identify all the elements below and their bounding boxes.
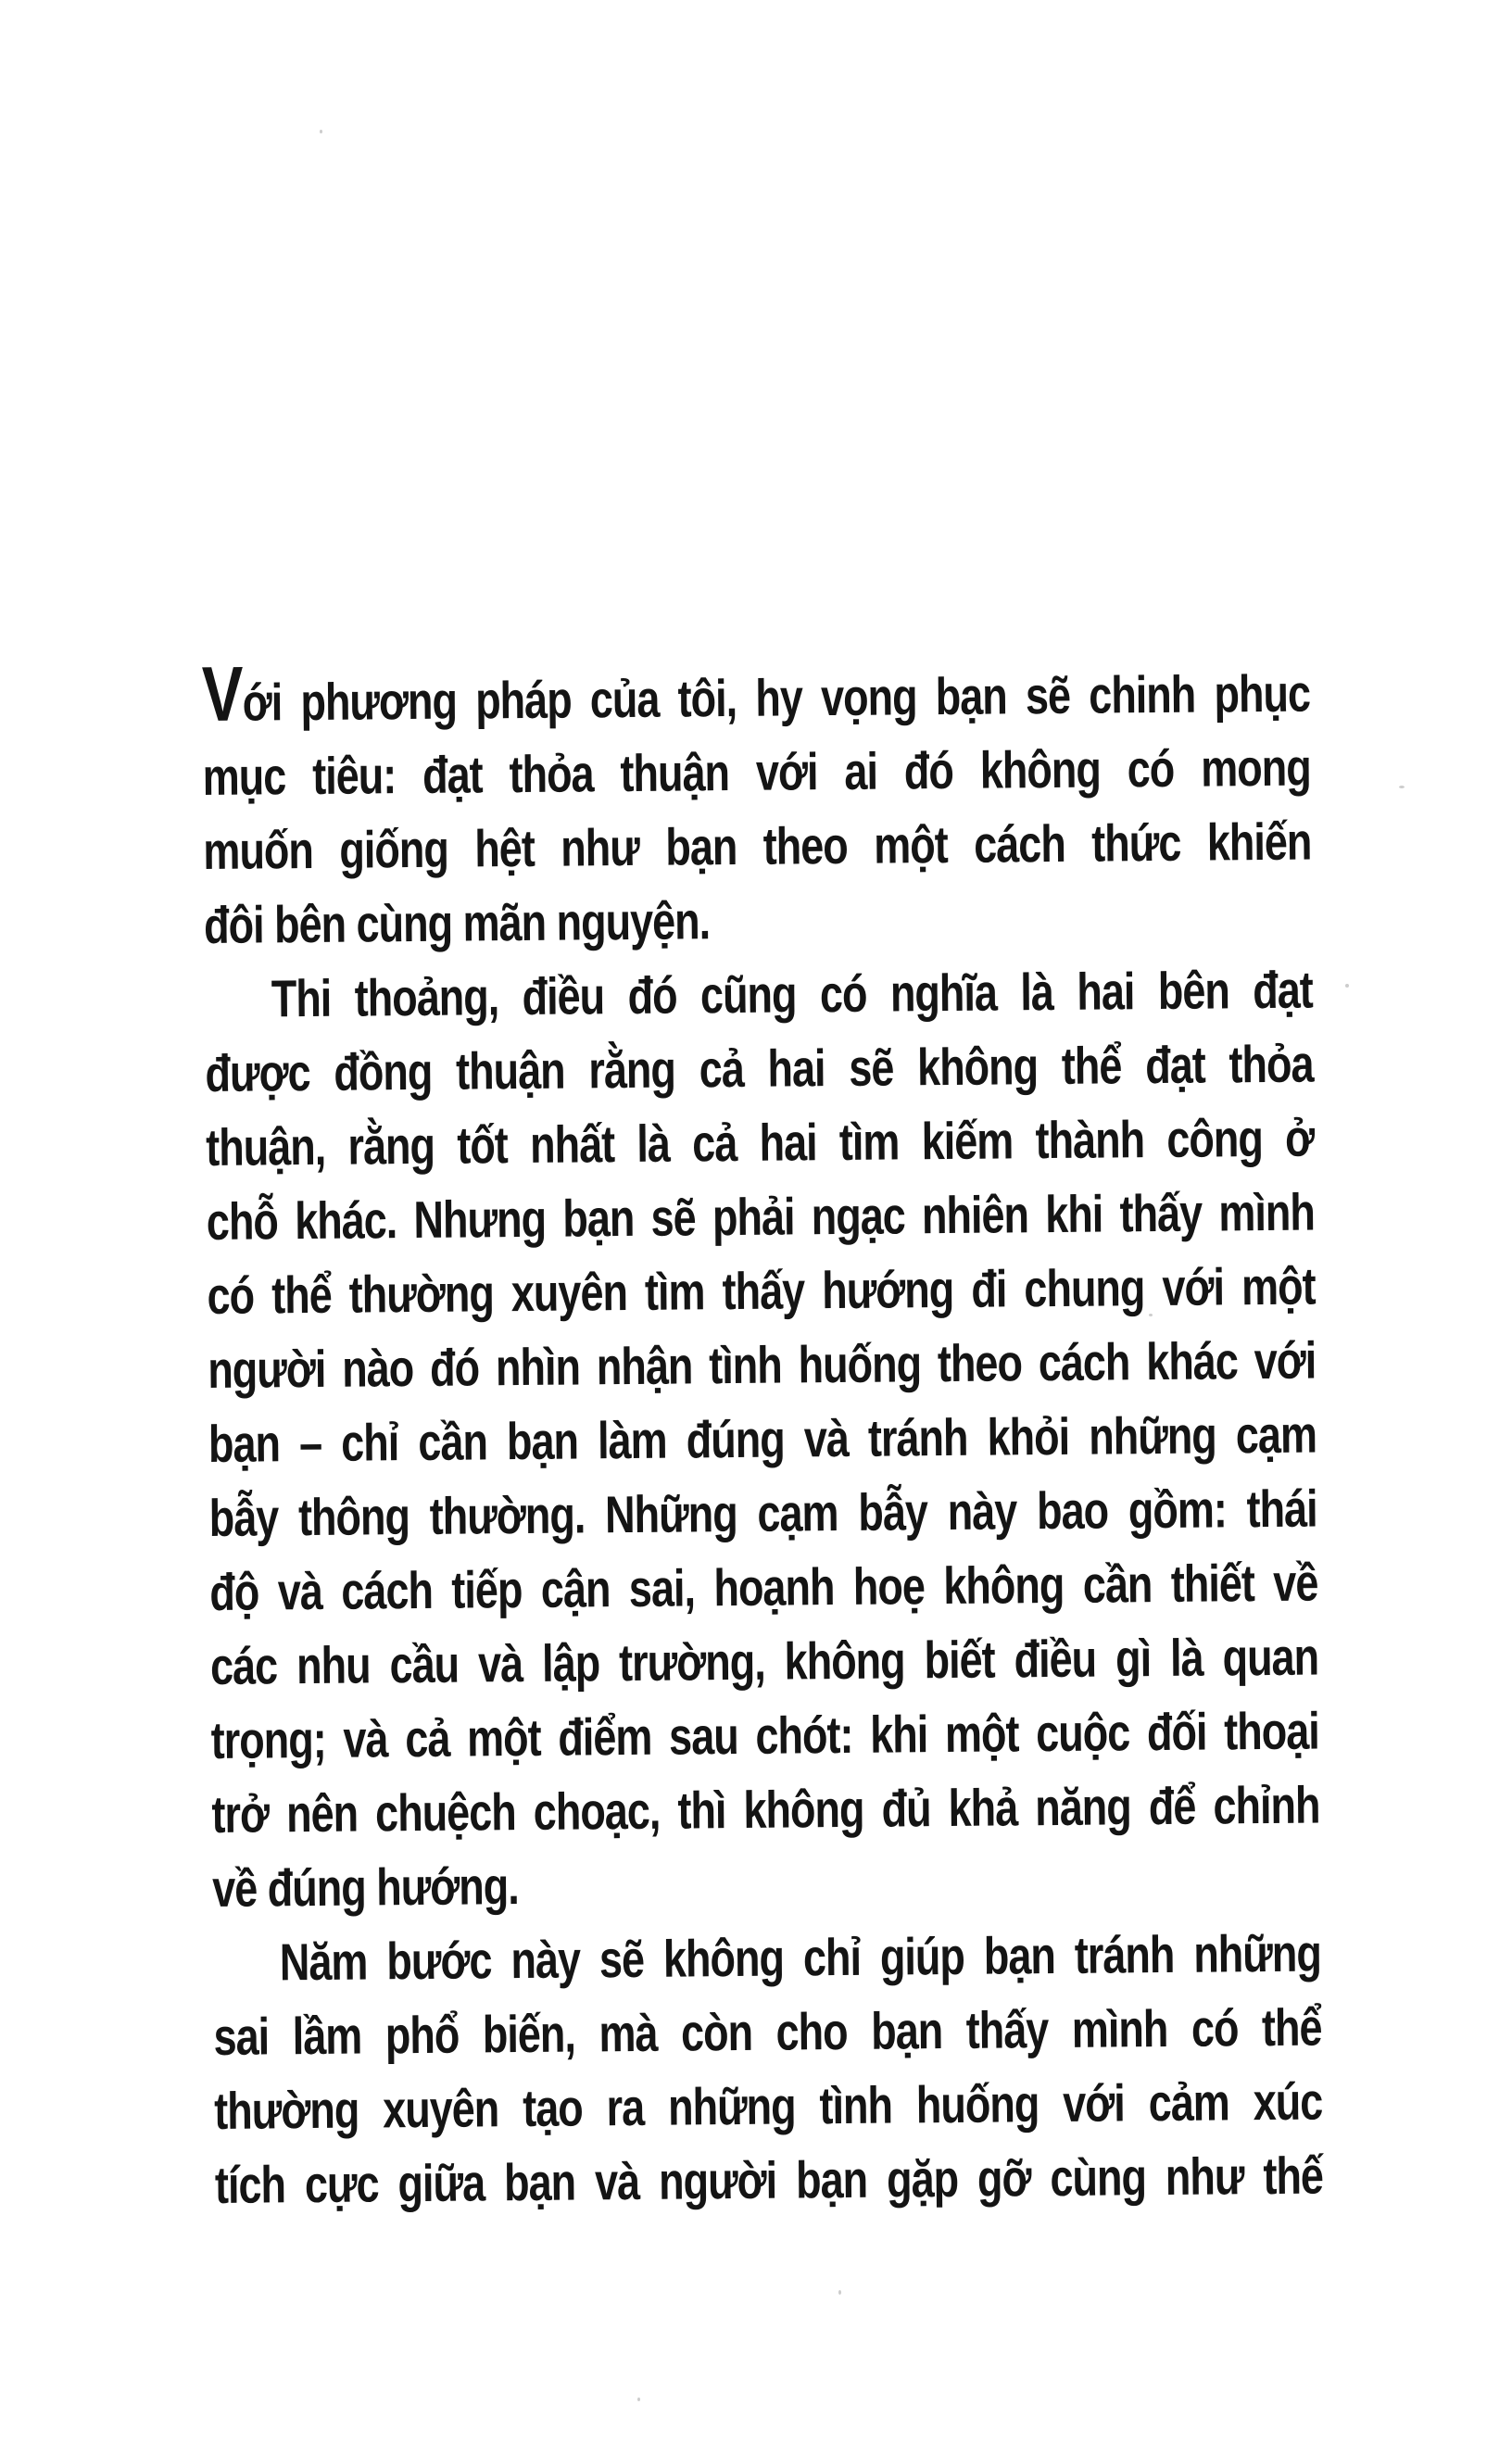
body-text	[201, 650, 1324, 2222]
text-line: tích cực giữa bạn và người bạn gặp gỡ cùng như thế	[214, 2146, 1324, 2215]
text-line: độ và cách tiếp cận sai, hoạnh hoẹ không cần thiết về	[209, 1553, 1318, 1622]
text-line: thường xuyên tạo ra những tình huống với cảm xúc	[213, 2071, 1323, 2141]
text-line: trở nên chuệch choạc, thì không đủ khả năng để chỉnh	[211, 1775, 1320, 1844]
text-line: mục tiêu: đạt thỏa thuận với ai đó không có mong	[202, 737, 1311, 807]
drop-cap-letter: V	[201, 650, 244, 738]
text-line: thuận, rằng tốt nhất là cả hai tìm kiếm thành công ở	[205, 1108, 1315, 1177]
text-line-content: ới phương pháp của tôi, hy vọng bạn sẽ chinh phục	[242, 663, 1311, 733]
text-line: trọng; và cả một điểm sau chót: khi một cuộc đối thoại	[210, 1701, 1319, 1770]
text-line: Năm bước này sẽ không chỉ giúp bạn tránh những	[279, 1923, 1322, 1992]
text-line: bẫy thông thường. Những cạm bẫy này bao gồm: thái	[208, 1479, 1317, 1548]
text-line	[201, 650, 1311, 740]
text-line: đôi bên cùng mãn nguyện.	[203, 890, 711, 955]
text-line: Thi thoảng, điều đó cũng có nghĩa là hai bên đạt	[271, 960, 1314, 1028]
text-column	[201, 650, 1324, 2232]
text-line: chỗ khác. Nhưng bạn sẽ phải ngạc nhiên khi thấy mình	[206, 1182, 1316, 1252]
text-line: các nhu cầu và lập trường, không biết điều gì là quan	[209, 1627, 1319, 1696]
scan-speckle	[838, 2290, 841, 2295]
scan-speckle	[1399, 786, 1405, 788]
scan-speckle	[637, 2398, 640, 2401]
text-line: người nào đó nhìn nhận tình huống theo cách khác với	[207, 1330, 1317, 1400]
text-line: được đồng thuận rằng cả hai sẽ không thể đạt thỏa	[205, 1034, 1314, 1103]
scan-speckle	[320, 130, 322, 133]
text-line: muốn giống hệt như bạn theo một cách thức khiến	[203, 812, 1312, 881]
text-line: về đúng hướng.	[211, 1856, 519, 1919]
text-line: có thể thường xuyên tìm thấy hướng đi chung với một	[207, 1256, 1316, 1326]
text-line: bạn – chỉ cần bạn làm đúng và tránh khỏi những cạm	[208, 1404, 1317, 1474]
scan-speckle	[1345, 984, 1349, 988]
text-line: sai lầm phổ biến, mà còn cho bạn thấy mình có thể	[213, 1997, 1322, 2067]
scan-speckle	[1149, 1314, 1153, 1316]
